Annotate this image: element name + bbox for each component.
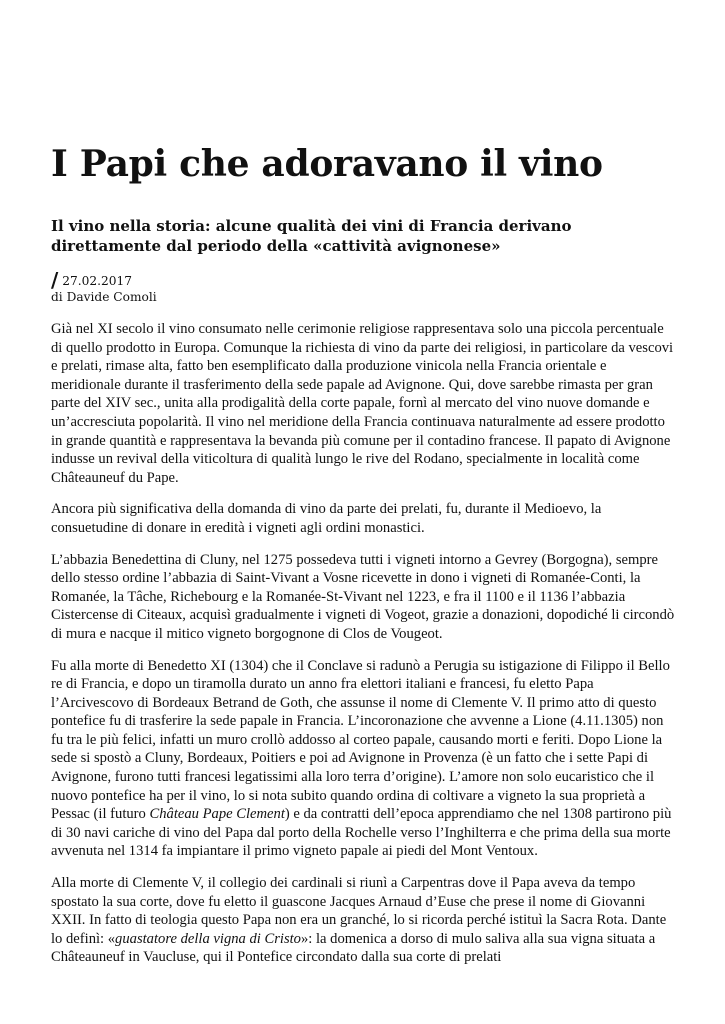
- paragraph-5-text-a: Alla morte di Clemente V, il collegio dei cardinali si riunì a Carpentras dove il Papa aveva da tempo spostato la sua corte, dove fu eletto il guascone Jacques Arnaud d’Euse che prese il nome di Giovanni XXII. In fatto di teologia questo Papa non era un granché, lo si ricorda perché istituì la Sacra Rota. Dante lo definì: «: [51, 875, 667, 947]
- publish-date: 27.02.2017: [62, 274, 132, 288]
- paragraph-4: [51, 657, 677, 862]
- date-line: [51, 270, 157, 290]
- paragraph-4-text-a: Fu alla morte di Benedetto XI (1304) che il Conclave si radunò a Perugia su istigazione di Filippo il Bello re di Francia, e dopo un tiramolla durato un anno fra elettori italiani e francesi, fu eletto Papa l’Arcivescovo di Bordeaux Betrand de Goth, che assunse il nome di Clemente V. Il primo atto di questo pontefice fu di trasferire la sede papale in Francia. L’incoronazione che avvenne a Lione (4.11.1305) non fu tra le più felici, infatti un muro crollò addosso al corteo papale, causando morti e feriti. Dopo Lione la sede si spostò a Cluny, Bordeaux, Poitiers e poi ad Avignone in Provenza (è un fatto che i sette Papi di Avignone, furono tutti francesi legatissimi alla loro terra d’origine). L’amore non solo eucaristico che il nuovo pontefice ha per il vino, lo si nota subito quando ordina di coltivare a vigneto la sua proprietà a Pessac (il futuro: [51, 657, 670, 823]
- author-byline: di Davide Comoli: [51, 290, 157, 304]
- article-meta: [51, 270, 157, 305]
- slash-separator: /: [51, 268, 59, 292]
- paragraph-1: Già nel XI secolo il vino consumato nelle cerimonie religiose rappresentava solo una piccola percentuale di quello prodotto in Europa. Comunque la richiesta di vino da parte dei religiosi, in particolare da vescovi e prelati, rimase alta, fatto ben esemplificato dalla produzione vinicola nella Francia orientale e meridionale durante il trasferimento della sede papale ad Avignone. Qui, dove sarebbe rimasta per gran parte del XIV sec., unita alla prodigalità della corte papale, fornì al mercato del vino nuove domande e un’accresciuta popolarità. Il vino nel meridione della Francia continuava naturalmente ad essere prodotto in grande quantità e rappresentava la bevanda più comune per il contadino francese. Il papato di Avignone indusse un revival della viticoltura di qualità lungo le rive del Rodano, specialmente in località come Châteauneuf du Pape.: [51, 321, 674, 486]
- paragraph-5-text-b: »: la domenica a dorso di mulo saliva alla sua vigna situata a Châteauneuf in Vaucluse, qui il Pontefice circondato dalla sua corte di prelati: [51, 930, 656, 966]
- dante-quote-italic: guastatore della vigna di Cristo: [115, 930, 301, 947]
- paragraph-3: L’abbazia Benedettina di Cluny, nel 1275 possedeva tutti i vigneti intorno a Gevrey (Borgogna), sempre dello stesso ordine l’abbazia di Saint-Vivant a Vosne ricevette in dono i vigneti di Romanée-Conti, la Romanée, la Tâche, Richebourg e la Romanée-St-Vivant nel 1223, e fra il 1100 e il 1136 l’abbazia Cistercense di Citeaux, acquisì gradualmente i vigneti di Vogeot, grazie a donazioni, dopodiché li circondò di mura e nacque il mitico vigneto borgognone di Clos de Vougeot.: [51, 551, 675, 642]
- article-subtitle: Il vino nella storia: alcune qualità dei vini di Francia derivano direttamente dal periodo della «cattività avignonese»: [51, 217, 572, 255]
- paragraph-2: Ancora più significativa della domanda di vino da parte dei prelati, fu, durante il Medioevo, la consuetudine di donare in eredità i vigneti agli ordini monastici.: [51, 501, 602, 536]
- chateau-pape-clement-italic: Château Pape Clement: [149, 806, 285, 823]
- paragraph-4-text-b: ) e da contratti dell’epoca apprendiamo che nel 1308 partirono più di 30 navi cariche di vino del Papa dal porto della Rochelle verso l’Inghilterra e che prima della sua morte avvenuta nel 1314 fa impiantare il primo vigneto papale ai piedi del Mont Ventoux.: [51, 806, 672, 860]
- paragraph-5: [51, 874, 677, 967]
- article-title: I Papi che adoravano il vino: [51, 143, 603, 185]
- article-body: [51, 320, 677, 980]
